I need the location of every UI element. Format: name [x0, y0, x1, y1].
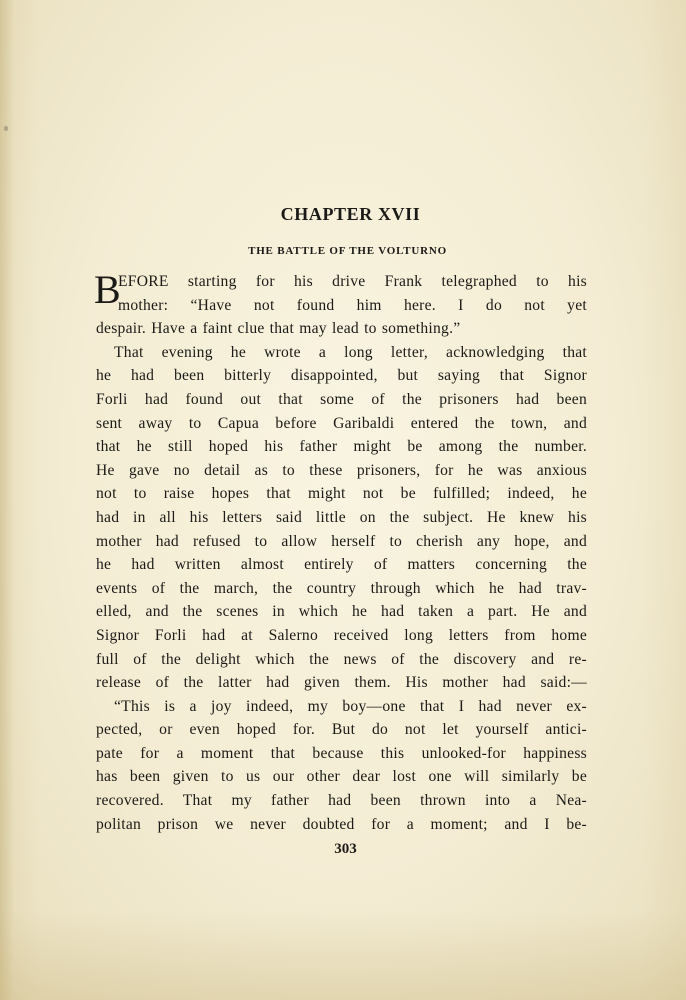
text-line: full of the delight which the news of the discovery and re-	[96, 650, 587, 668]
text-line: politan prison we never doubted for a moment; and I be-	[96, 815, 587, 833]
text-line: Signor Forli had at Salerno received long letters from home	[96, 626, 587, 644]
text-line: Forli had found out that some of the prisoners had been	[96, 390, 587, 408]
chapter-heading: CHAPTER XVII	[280, 204, 421, 224]
text-line: despair. Have a faint clue that may lead to something.”	[96, 320, 461, 338]
chapter-subtitle: THE BATTLE OF THE VOLTURNO	[248, 245, 447, 257]
line-text: EFORE starting for his drive Frank telegraphed to his	[118, 273, 587, 290]
book-page	[96, 200, 587, 858]
text-line: mother: “Have not found him here. I do not yet	[118, 296, 587, 314]
drop-cap: B	[94, 267, 121, 312]
text-line: recovered. That my father had been thrown into a Nea-	[96, 792, 587, 810]
chapter-text	[94, 267, 587, 836]
page-bottom-shadow	[0, 910, 686, 1000]
text-line: He gave no detail as to these prisoners, for he was anxious	[96, 461, 587, 479]
text-line: “This is a joy indeed, my boy—one that I had never ex-	[114, 697, 587, 715]
text-line: he had written almost entirely of matters concerning the	[96, 556, 587, 574]
text-line: release of the latter had given them. His mother had said:—	[96, 674, 587, 692]
text-line: has been given to us our other dear lost one will similarly be	[96, 768, 587, 786]
text-line: mother had refused to allow herself to cherish any hope, and	[96, 532, 587, 550]
text-line: had in all his letters said little on the subject. He knew his	[96, 508, 587, 526]
text-line: events of the march, the country through which he had trav-	[96, 579, 587, 597]
text-line: not to raise hopes that might not be fulfilled; indeed, he	[96, 485, 587, 503]
page-number: 303	[334, 841, 357, 858]
text-line: he had been bitterly disappointed, but saying that Signor	[96, 367, 587, 385]
text-line: that he still hoped his father might be among the number.	[96, 438, 587, 456]
margin-speck	[4, 126, 8, 131]
text-line: pate for a moment that because this unlooked-for happiness	[96, 744, 587, 762]
text-line: elled, and the scenes in which he had taken a part. He and	[96, 603, 587, 621]
text-line: That evening he wrote a long letter, acknowledging that	[114, 343, 587, 361]
page-edge-shadow	[0, 0, 14, 1000]
text-line: pected, or even hoped for. But do not let yourself antici-	[96, 721, 587, 739]
text-line: sent away to Capua before Garibaldi entered the town, and	[96, 414, 587, 432]
